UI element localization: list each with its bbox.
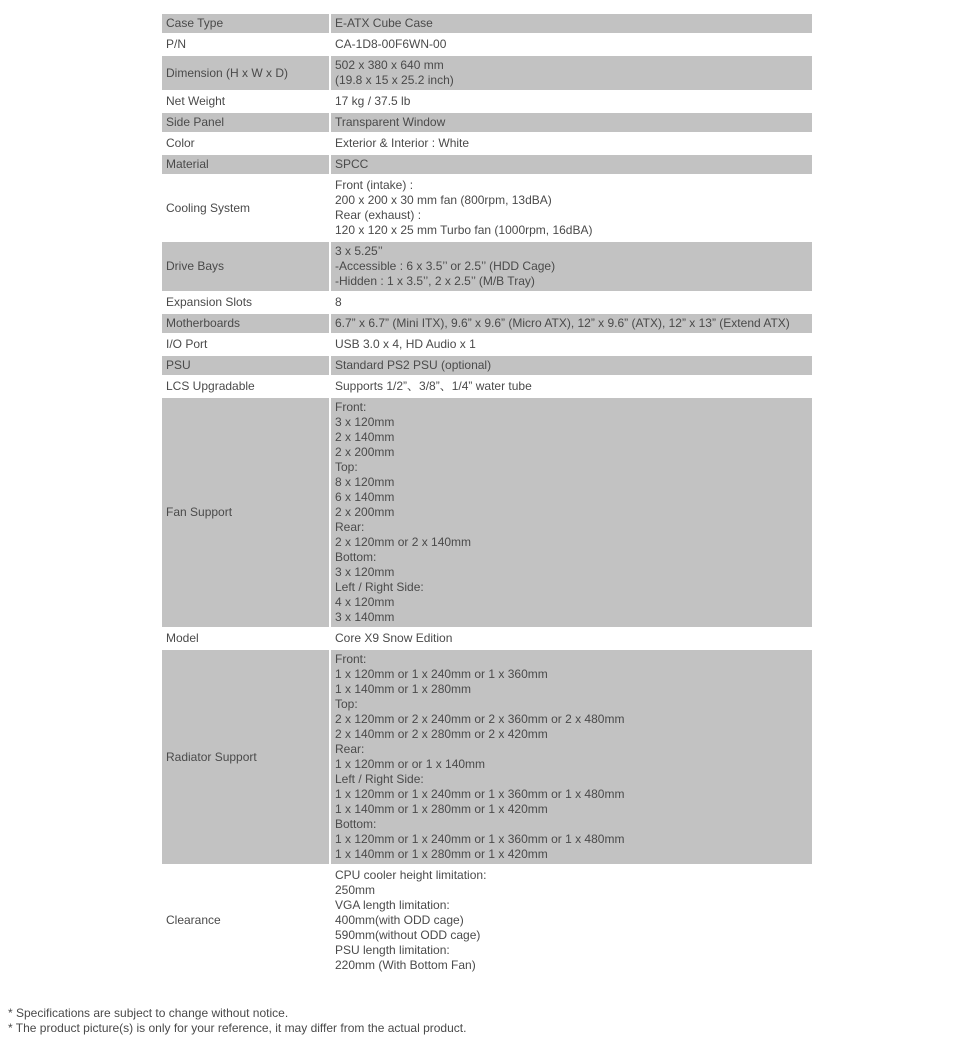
spec-value-line: 4 x 120mm <box>335 595 395 609</box>
spec-value <box>329 335 812 354</box>
spec-value-line: 17 kg / 37.5 lb <box>335 94 411 108</box>
spec-label: LCS Upgradable <box>162 377 329 396</box>
spec-row <box>162 650 812 864</box>
spec-value-line: 1 x 120mm or 1 x 240mm or 1 x 360mm <box>335 667 548 681</box>
spec-row <box>162 356 812 375</box>
spec-value-line: Bottom: <box>335 550 377 564</box>
spec-row <box>162 134 812 153</box>
spec-value-line: 250mm <box>335 883 376 897</box>
spec-label: Material <box>162 155 329 174</box>
spec-row <box>162 56 812 90</box>
spec-value-line: VGA length limitation: <box>335 898 450 912</box>
spec-value-line: Rear (exhaust) : <box>335 208 422 222</box>
spec-row <box>162 242 812 291</box>
spec-label: Cooling System <box>162 176 329 240</box>
spec-row <box>162 629 812 648</box>
spec-value-line: PSU length limitation: <box>335 943 450 957</box>
spec-value-line: Rear: <box>335 520 365 534</box>
spec-value <box>329 14 812 33</box>
spec-value <box>329 56 812 90</box>
spec-value-line: 3 x 120mm <box>335 415 395 429</box>
spec-value-line: SPCC <box>335 157 369 171</box>
spec-row <box>162 176 812 240</box>
spec-label: Side Panel <box>162 113 329 132</box>
spec-value-line: 2 x 140mm <box>335 430 395 444</box>
spec-value-line: 3 x 120mm <box>335 565 395 579</box>
spec-value <box>329 92 812 111</box>
spec-value <box>329 650 812 864</box>
spec-value-line: Left / Right Side: <box>335 772 424 786</box>
spec-value-line: 3 x 5.25’’ <box>335 244 383 258</box>
spec-value <box>329 176 812 240</box>
spec-value-line: 1 x 120mm or or 1 x 140mm <box>335 757 486 771</box>
spec-value <box>329 629 812 648</box>
spec-value-line: Front: <box>335 400 367 414</box>
spec-value-line: 6 x 140mm <box>335 490 395 504</box>
spec-value-line: Left / Right Side: <box>335 580 424 594</box>
spec-row <box>162 866 812 975</box>
spec-value-line: Transparent Window <box>335 115 446 129</box>
spec-value-line: USB 3.0 x 4, HD Audio x 1 <box>335 337 476 351</box>
spec-value-line: 1 x 140mm or 1 x 280mm or 1 x 420mm <box>335 802 548 816</box>
spec-value-line: Front (intake) : <box>335 178 414 192</box>
spec-label: Drive Bays <box>162 242 329 291</box>
spec-table <box>162 12 812 977</box>
spec-label: Model <box>162 629 329 648</box>
spec-value-line: 1 x 140mm or 1 x 280mm <box>335 682 472 696</box>
spec-value-line: 2 x 200mm <box>335 445 395 459</box>
spec-label: Radiator Support <box>162 650 329 864</box>
spec-label: Net Weight <box>162 92 329 111</box>
spec-row <box>162 314 812 333</box>
spec-label: Fan Support <box>162 398 329 627</box>
spec-value-line: 1 x 120mm or 1 x 240mm or 1 x 360mm or 1 x 480mm <box>335 832 625 846</box>
spec-value-line: Core X9 Snow Edition <box>335 631 453 645</box>
spec-table-body <box>162 14 812 975</box>
footnote-change-notice: * Specifications are subject to change without notice. <box>8 1006 289 1020</box>
spec-value <box>329 35 812 54</box>
spec-value-line: Top: <box>335 697 358 711</box>
spec-label: P/N <box>162 35 329 54</box>
spec-label: Color <box>162 134 329 153</box>
spec-value-line: Exterior & Interior : White <box>335 136 470 150</box>
spec-label: Expansion Slots <box>162 293 329 312</box>
spec-value <box>329 356 812 375</box>
spec-value-line: E-ATX Cube Case <box>335 16 433 30</box>
spec-value-line: 3 x 140mm <box>335 610 395 624</box>
spec-value-line: 8 x 120mm <box>335 475 395 489</box>
spec-row <box>162 335 812 354</box>
spec-value-line: 590mm(without ODD cage) <box>335 928 481 942</box>
spec-row <box>162 92 812 111</box>
spec-label: Dimension (H x W x D) <box>162 56 329 90</box>
spec-row <box>162 377 812 396</box>
spec-value-line: 1 x 120mm or 1 x 240mm or 1 x 360mm or 1 x 480mm <box>335 787 625 801</box>
spec-value-line: 2 x 140mm or 2 x 280mm or 2 x 420mm <box>335 727 548 741</box>
spec-value-line: 2 x 200mm <box>335 505 395 519</box>
spec-value-line: 2 x 120mm or 2 x 140mm <box>335 535 472 549</box>
footnotes <box>8 1006 466 1036</box>
spec-row <box>162 155 812 174</box>
spec-value-line: 8 <box>335 295 342 309</box>
spec-value <box>329 398 812 627</box>
spec-value-line: Top: <box>335 460 358 474</box>
spec-value-line: Front: <box>335 652 367 666</box>
spec-value-line: 200 x 200 x 30 mm fan (800rpm, 13dBA) <box>335 193 552 207</box>
spec-value-line: Rear: <box>335 742 365 756</box>
spec-row <box>162 113 812 132</box>
spec-value <box>329 113 812 132</box>
spec-value-line: 220mm (With Bottom Fan) <box>335 958 476 972</box>
spec-label: Clearance <box>162 866 329 975</box>
spec-label: Motherboards <box>162 314 329 333</box>
spec-value <box>329 314 812 333</box>
spec-row <box>162 14 812 33</box>
spec-value-line: -Accessible : 6 x 3.5’’ or 2.5’’ (HDD Cage) <box>335 259 556 273</box>
footnote-picture-disclaimer: * The product picture(s) is only for your reference, it may differ from the actual product. <box>8 1021 467 1035</box>
spec-value-line: Standard PS2 PSU (optional) <box>335 358 492 372</box>
spec-value-line: 400mm(with ODD cage) <box>335 913 464 927</box>
spec-value-line: CA-1D8-00F6WN-00 <box>335 37 447 51</box>
spec-value-line: Bottom: <box>335 817 377 831</box>
spec-value-line: Supports 1/2”、3/8”、1/4” water tube <box>335 379 532 393</box>
spec-value-line: 6.7” x 6.7” (Mini ITX), 9.6” x 9.6” (Micro ATX), 12” x 9.6” (ATX), 12” x 13” (Extend ATX) <box>335 316 790 330</box>
spec-label: I/O Port <box>162 335 329 354</box>
spec-label: PSU <box>162 356 329 375</box>
spec-value-line: 502 x 380 x 640 mm <box>335 58 444 72</box>
spec-value <box>329 155 812 174</box>
spec-value-line: CPU cooler height limitation: <box>335 868 487 882</box>
spec-row <box>162 398 812 627</box>
spec-value <box>329 377 812 396</box>
spec-value-line: 2 x 120mm or 2 x 240mm or 2 x 360mm or 2 x 480mm <box>335 712 625 726</box>
spec-value <box>329 866 812 975</box>
spec-label: Case Type <box>162 14 329 33</box>
spec-row <box>162 35 812 54</box>
spec-value-line: 120 x 120 x 25 mm Turbo fan (1000rpm, 16dBA) <box>335 223 593 237</box>
spec-row <box>162 293 812 312</box>
spec-value-line: -Hidden : 1 x 3.5’’, 2 x 2.5’’ (M/B Tray) <box>335 274 535 288</box>
spec-value <box>329 242 812 291</box>
spec-value <box>329 293 812 312</box>
spec-value-line: (19.8 x 15 x 25.2 inch) <box>335 73 454 87</box>
spec-value <box>329 134 812 153</box>
spec-value-line: 1 x 140mm or 1 x 280mm or 1 x 420mm <box>335 847 548 861</box>
